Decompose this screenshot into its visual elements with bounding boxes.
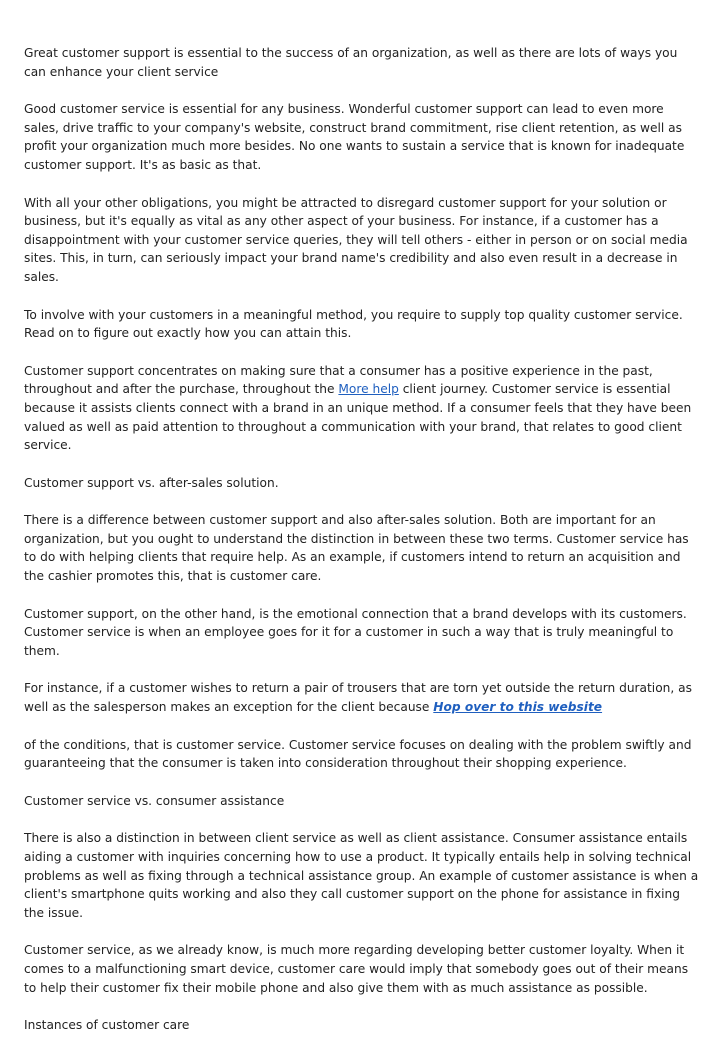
paragraph-with-link	[24, 679, 700, 716]
paragraph: of the conditions, that is customer service. Customer service focuses on dealing with the problem swiftly and guaranteeing that the consumer is taken into consideration throughout their shopping experience.	[24, 737, 692, 771]
section-heading: Instances of customer care	[24, 1018, 190, 1033]
more-help-link[interactable]: More help	[338, 382, 399, 397]
paragraph: Customer support, on the other hand, is the emotional connection that a brand develops with its customers. Customer service is when an employee goes for it for a customer in such a way that is truly meaningful to them.	[24, 606, 687, 658]
paragraph-text: Customer support concentrates on making sure that a consumer has a positive experience in the past, throughout and after the purchase, throughout the	[24, 363, 653, 397]
paragraph: There is a difference between customer support and also after-sales solution. Both are important for an organization, but you ought to understand the distinction in between these two terms. Customer service has to do with helping clients that require help. As an example, if customers intend to return an acquisition and the cashier promotes this, that is customer care.	[24, 513, 689, 584]
section-heading: Customer support vs. after-sales solution.	[24, 475, 279, 490]
paragraph-text: client journey. Customer service is essential because it assists clients connect with a brand in an unique method. If a consumer feels that they have been valued as well as paid attention to throughout a communication with your brand, that relates to good client service.	[24, 382, 692, 453]
document-body	[24, 44, 700, 1054]
paragraph-text: For instance, if a customer wishes to return a pair of trousers that are torn yet outside the return duration, as well as the salesperson makes an exception for the client because	[24, 681, 692, 715]
paragraph: Customer service, as we already know, is much more regarding developing better customer loyalty. When it comes to a malfunctioning smart device, customer care would imply that somebody goes out of their means to help their customer fix their mobile phone and also give them with as much assistance as possible.	[24, 943, 689, 995]
paragraph: To involve with your customers in a meaningful method, you require to supply top quality customer service. Read on to figure out exactly how you can attain this.	[24, 307, 683, 341]
paragraph: There is also a distinction in between client service as well as client assistance. Consumer assistance entails aiding a customer with inquiries concerning how to use a product. It typically entails help in solving technical problems as well as fixing through a technical assistance group. An example of customer assistance is when a client's smartphone quits working and also they call customer support on the phone for assistance in fixing the issue.	[24, 831, 699, 920]
paragraph: Good customer service is essential for any business. Wonderful customer support can lead to even more sales, drive traffic to your company's website, construct brand commitment, rise client retention, as well as profit your organization much more besides. No one wants to sustain a service that is known for inadequate customer support. It's as basic as that.	[24, 102, 685, 172]
paragraph: With all your other obligations, you might be attracted to disregard customer support for your solution or business, but it's equally as vital as any other aspect of your business. For instance, if a customer has a disappointment with your customer service queries, they will tell others - either in person or on social media sites. This, in turn, can seriously impact your brand name's credibility and also even result in a decrease in sales.	[24, 195, 688, 284]
hop-over-link[interactable]: Hop over to this website	[433, 700, 603, 715]
paragraph-with-link	[24, 362, 700, 455]
section-heading: Customer service vs. consumer assistance	[24, 793, 285, 808]
paragraph: Great customer support is essential to the success of an organization, as well as there are lots of ways you can enhance your client service	[24, 46, 678, 79]
